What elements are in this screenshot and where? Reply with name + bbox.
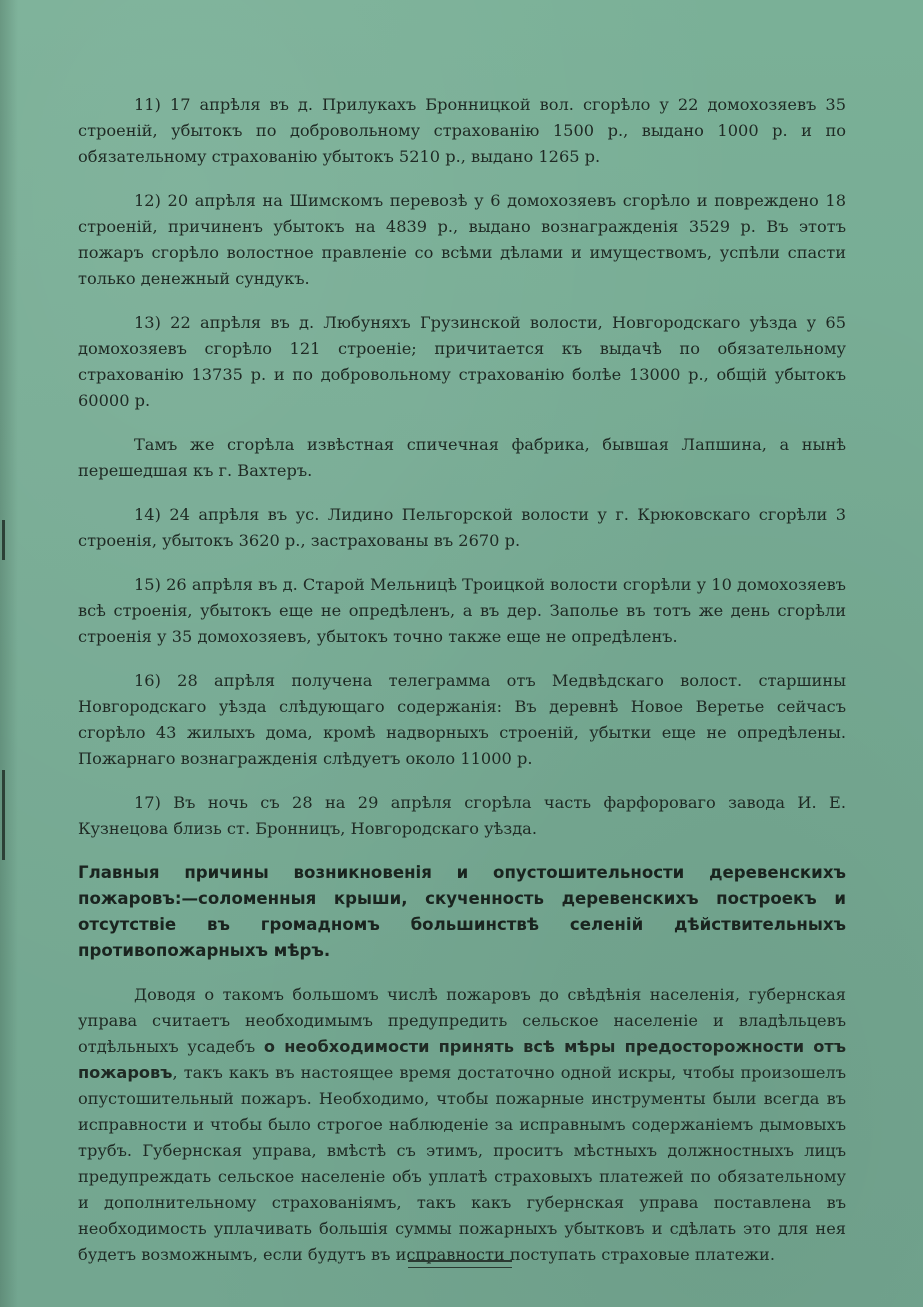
paragraph-13: 13) 22 апрѣля въ д. Любуняхъ Грузинской волости, Новгородскаго уѣзда у 65 домохозяевъ сгорѣло 121 строеніе; причитается къ выдачѣ по обязательному страхованію 13735 р. и по добровольному страхованію болѣе 13000 р., общій убытокъ 60000 р. [78, 313, 846, 410]
paragraph-12: 12) 20 апрѣля на Шимскомъ перевозѣ у 6 домохозяевъ сгорѣло и повреждено 18 строеній, причиненъ убытокъ на 4839 р., выдано вознагражденія 3529 р. Въ этотъ пожаръ сгорѣло волостное правленіе со всѣми дѣлами и имуществомъ, успѣли спасти только денежный сундукъ. [78, 191, 846, 288]
paragraph-factory: Тамъ же сгорѣла извѣстная спичечная фабрика, бывшая Лапшина, а нынѣ перешедшая къ г. Вахтеръ. [78, 435, 846, 480]
section-heading: Главныя причины возникновенія и опустошительности деревенскихъ пожаровъ:—соломенныя крыши, скученность деревенскихъ построекъ и отсутствіе въ громадномъ большинствѣ селеній дѣйствительныхъ противопожарныхъ мѣръ. [78, 863, 846, 960]
final-paragraph-text-1: Доводя о такомъ большомъ числѣ пожаровъ до свѣдѣнія населенія, губернская управа считаетъ необходимымъ предупредить сельское населеніе и владѣльцевъ отдѣльныхъ усадебъ [78, 985, 846, 1056]
final-paragraph-emphasis: о необходимости принять всѣ мѣры предосторожности отъ пожаровъ [78, 1037, 846, 1082]
margin-mark [2, 520, 5, 560]
paragraph-14: 14) 24 апрѣля въ ус. Лидино Пельгорской волости у г. Крюковскаго сгорѣли 3 строенія, убытокъ 3620 р., застрахованы въ 2670 р. [78, 505, 846, 550]
text-block [78, 92, 846, 1286]
margin-mark [2, 770, 5, 860]
end-rule [408, 1260, 512, 1268]
final-paragraph-text-2: , такъ какъ въ настоящее время достаточно одной искры, чтобы произошелъ опустошительный пожаръ. Необходимо, чтобы пожарные инструменты были всегда въ исправности и чтобы было строгое наблюденіе за исправнымъ содержаніемъ дымовыхъ трубъ. Губернская управа, вмѣстѣ съ этимъ, проситъ мѣстныхъ должностныхъ лицъ предупреждать сельское населеніе объ уплатѣ страховыхъ платежей по обязательному и дополнительному страхованіямъ, такъ какъ губернская управа поставлена въ необходимость уплачивать большія суммы пожарныхъ убытковъ и сдѣлать это для нея будетъ возможнымъ, если будутъ въ исправности поступать страховые платежи. [78, 1063, 846, 1264]
paragraph-15: 15) 26 апрѣля въ д. Старой Мельницѣ Троицкой волости сгорѣли у 10 домохозяевъ всѣ строенія, убытокъ еще не опредѣленъ, а въ дер. Заполье въ тотъ же день сгорѣли строенія у 35 домохозяевъ, убытокъ точно также еще не опредѣленъ. [78, 575, 846, 646]
paragraph-11: 11) 17 апрѣля въ д. Прилукахъ Бронницкой вол. сгорѣло у 22 домохозяевъ 35 строеній, убытокъ по добровольному страхованію 1500 р., выдано 1000 р. и по обязательному страхованію убытокъ 5210 р., выдано 1265 р. [78, 95, 846, 166]
paragraph-16: 16) 28 апрѣля получена телеграмма отъ Медвѣдскаго волост. старшины Новгородскаго уѣзда слѣдующаго содержанія: Въ деревнѣ Новое Веретье сейчасъ сгорѣло 43 жилыхъ дома, кромѣ надворныхъ строеній, убытки еще не опредѣлены. Пожарнаго вознагражденія слѣдуетъ около 11000 р. [78, 671, 846, 768]
paragraph-17: 17) Въ ночь съ 28 на 29 апрѣля сгорѣла часть фарфороваго завода И. Е. Кузнецова близь ст. Бронницъ, Новгородскаго уѣзда. [78, 793, 846, 838]
final-paragraph [78, 982, 846, 1268]
